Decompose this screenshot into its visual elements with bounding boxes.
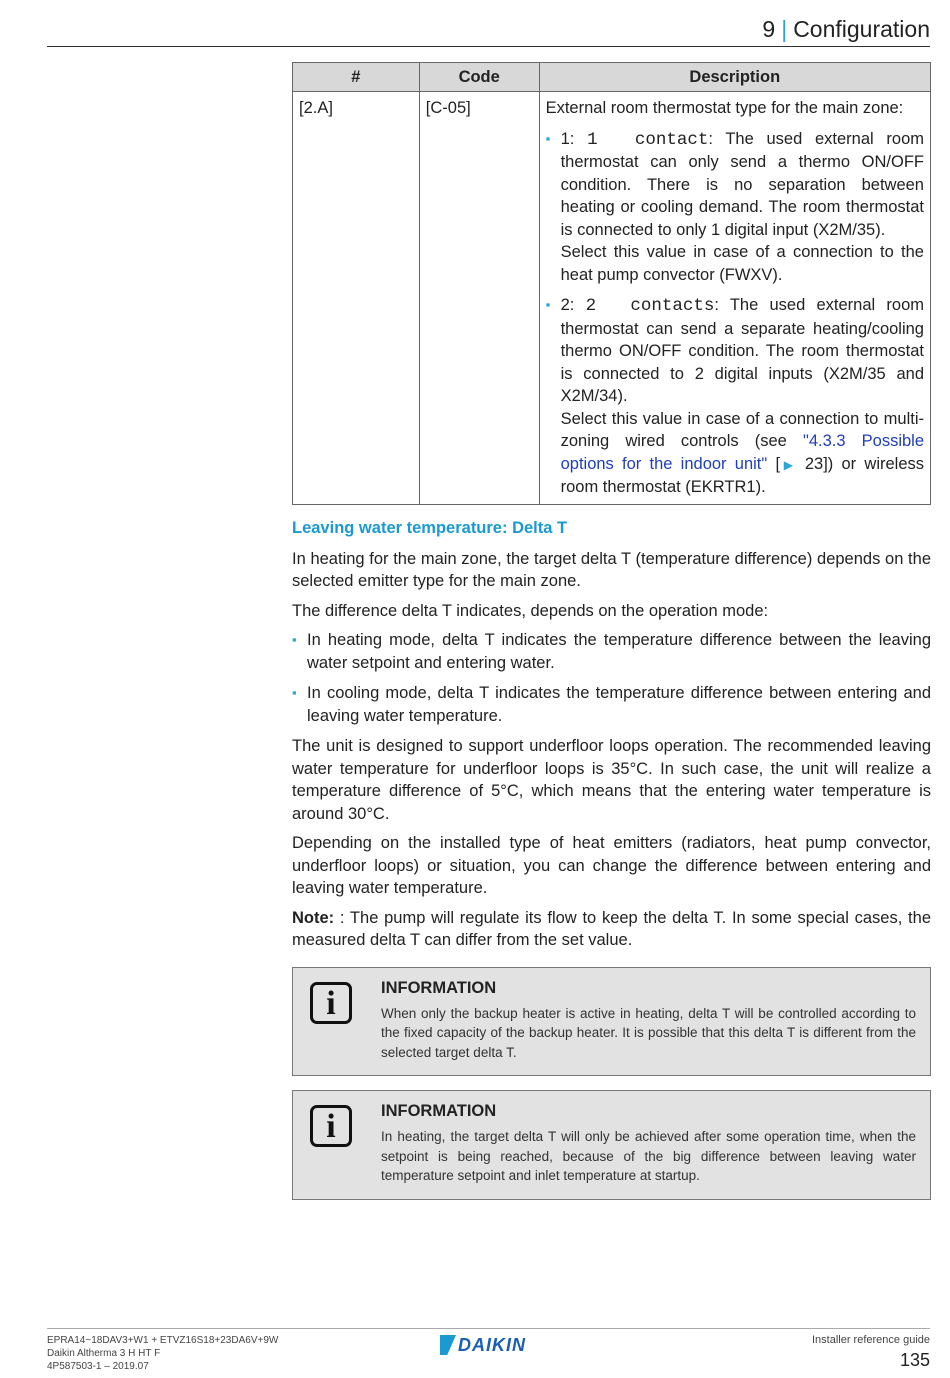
column-header-code: Code	[419, 63, 539, 92]
option-value-label: 2 contacts	[585, 296, 715, 316]
option-description: : The used external room thermostat can only send a thermo ON/OFF condition. There is no separation between heating or cooling demand. The room thermostat is connected to only 1 digital input (X2M/35).	[560, 129, 924, 239]
information-box	[292, 1090, 931, 1200]
option-list	[546, 128, 924, 499]
daikin-logo-text: DAIKIN	[458, 1334, 526, 1355]
list-item: ▪ In cooling mode, delta T indicates the temperature difference between entering and leaving water temperature.	[292, 682, 931, 727]
option-item-1	[546, 128, 924, 287]
cell-description	[539, 92, 930, 505]
column-header-description: Description	[539, 63, 930, 92]
option-note-end: ) or wireless room thermostat (EKRTR1).	[560, 454, 925, 496]
option-note: Select this value in case of a connection to multi- zoning wired controls (see	[560, 409, 924, 450]
option-prefix: 1:	[560, 129, 588, 148]
paragraph: In heating for the main zone, the target delta T (temperature difference) depends on the selected emitter type for the main zone.	[292, 549, 931, 590]
mode-list	[292, 629, 931, 727]
footer-rule	[47, 1328, 930, 1329]
footer-model: EPRA14~18DAV3+W1 + ETVZ16S18+23DA6V+9W	[47, 1335, 279, 1346]
footer-product-name: Daikin Altherma 3 H HT F	[47, 1348, 161, 1359]
cross-reference-link[interactable]: "4.3.3 Possible options for the indoor unit"	[560, 432, 924, 473]
option-note: Select this value in case of a connection to the heat pump convector (FWXV).	[560, 243, 924, 284]
option-value-label: 1 contact	[587, 129, 709, 150]
information-icon: i	[310, 982, 352, 1024]
header-rule	[47, 46, 930, 47]
page-ref-arrow-icon: ▶	[780, 457, 797, 472]
option-item-2	[546, 294, 924, 499]
information-heading: INFORMATION	[381, 978, 497, 997]
footer-guide-title: Installer reference guide	[811, 1334, 930, 1346]
option-description: : The used external room thermostat can send a separate heating/cooling thermo ON/OFF condition. The room thermostat is connected to 2 digital inputs (X2M/35 and X2M/34).	[560, 296, 924, 405]
cell-id: [2.A]	[293, 92, 420, 505]
page-number: 135	[899, 1350, 930, 1370]
footer-guide-info	[812, 1334, 930, 1371]
page-ref-number: 23]	[796, 454, 828, 473]
option-prefix: 2:	[560, 296, 586, 314]
daikin-logo	[440, 1334, 526, 1356]
chapter-number: 9	[762, 16, 776, 42]
page-header	[762, 16, 930, 43]
note-label: Note:	[292, 908, 335, 927]
section-title: Leaving water temperature: Delta T	[292, 518, 568, 537]
paragraph: The unit is designed to support underfloor loops operation. The recommended leaving water temperature for underfloor loops is 35°C. In such case, the unit will realize a temperature difference of 5°C, which means that the entering water temperature is around 30°C.	[292, 737, 931, 823]
information-heading: INFORMATION	[381, 1102, 497, 1120]
cell-code: [C-05]	[419, 92, 539, 505]
daikin-logo-mark-icon	[440, 1335, 456, 1355]
information-text: In heating, the target delta T will only be achieved after some operation time, when the setpoint is being reached, because of the big difference between leaving water temperature setpoint and inlet temperature at startup.	[381, 1129, 916, 1183]
description-intro: External room thermostat type for the main zone:	[545, 99, 904, 117]
footer-document-id: 4P587503-1 – 2019.07	[47, 1361, 149, 1372]
paragraph: The difference delta T indicates, depends on the operation mode:	[292, 601, 769, 620]
parameter-table	[292, 62, 931, 505]
information-text: When only the backup heater is active in heating, delta T will be controlled according to the fixed capacity of the backup heater. It is possible that this delta T is different from the selected target delta T.	[381, 1005, 916, 1060]
information-box	[292, 967, 931, 1077]
header-separator: |	[781, 16, 788, 42]
table-header-row	[293, 63, 931, 92]
main-content	[292, 62, 931, 1200]
column-header-number: #	[293, 63, 420, 92]
page-ref-open: [	[767, 454, 781, 473]
list-item: ▪ In heating mode, delta T indicates the temperature difference between the leaving water setpoint and entering water.	[292, 629, 931, 674]
table-row	[293, 92, 931, 505]
paragraph: Depending on the installed type of heat emitters (radiators, heat pump convector, underfloor loops) or situation, you can change the difference between entering and leaving water temperature.	[292, 834, 931, 897]
note-text: : The pump will regulate its flow to keep the delta T. In some special cases, the measured delta T can differ from the set value.	[292, 908, 931, 949]
footer-product-info	[47, 1334, 278, 1373]
note-paragraph	[292, 907, 931, 952]
chapter-title: Configuration	[793, 16, 930, 42]
information-icon: i	[310, 1105, 352, 1147]
